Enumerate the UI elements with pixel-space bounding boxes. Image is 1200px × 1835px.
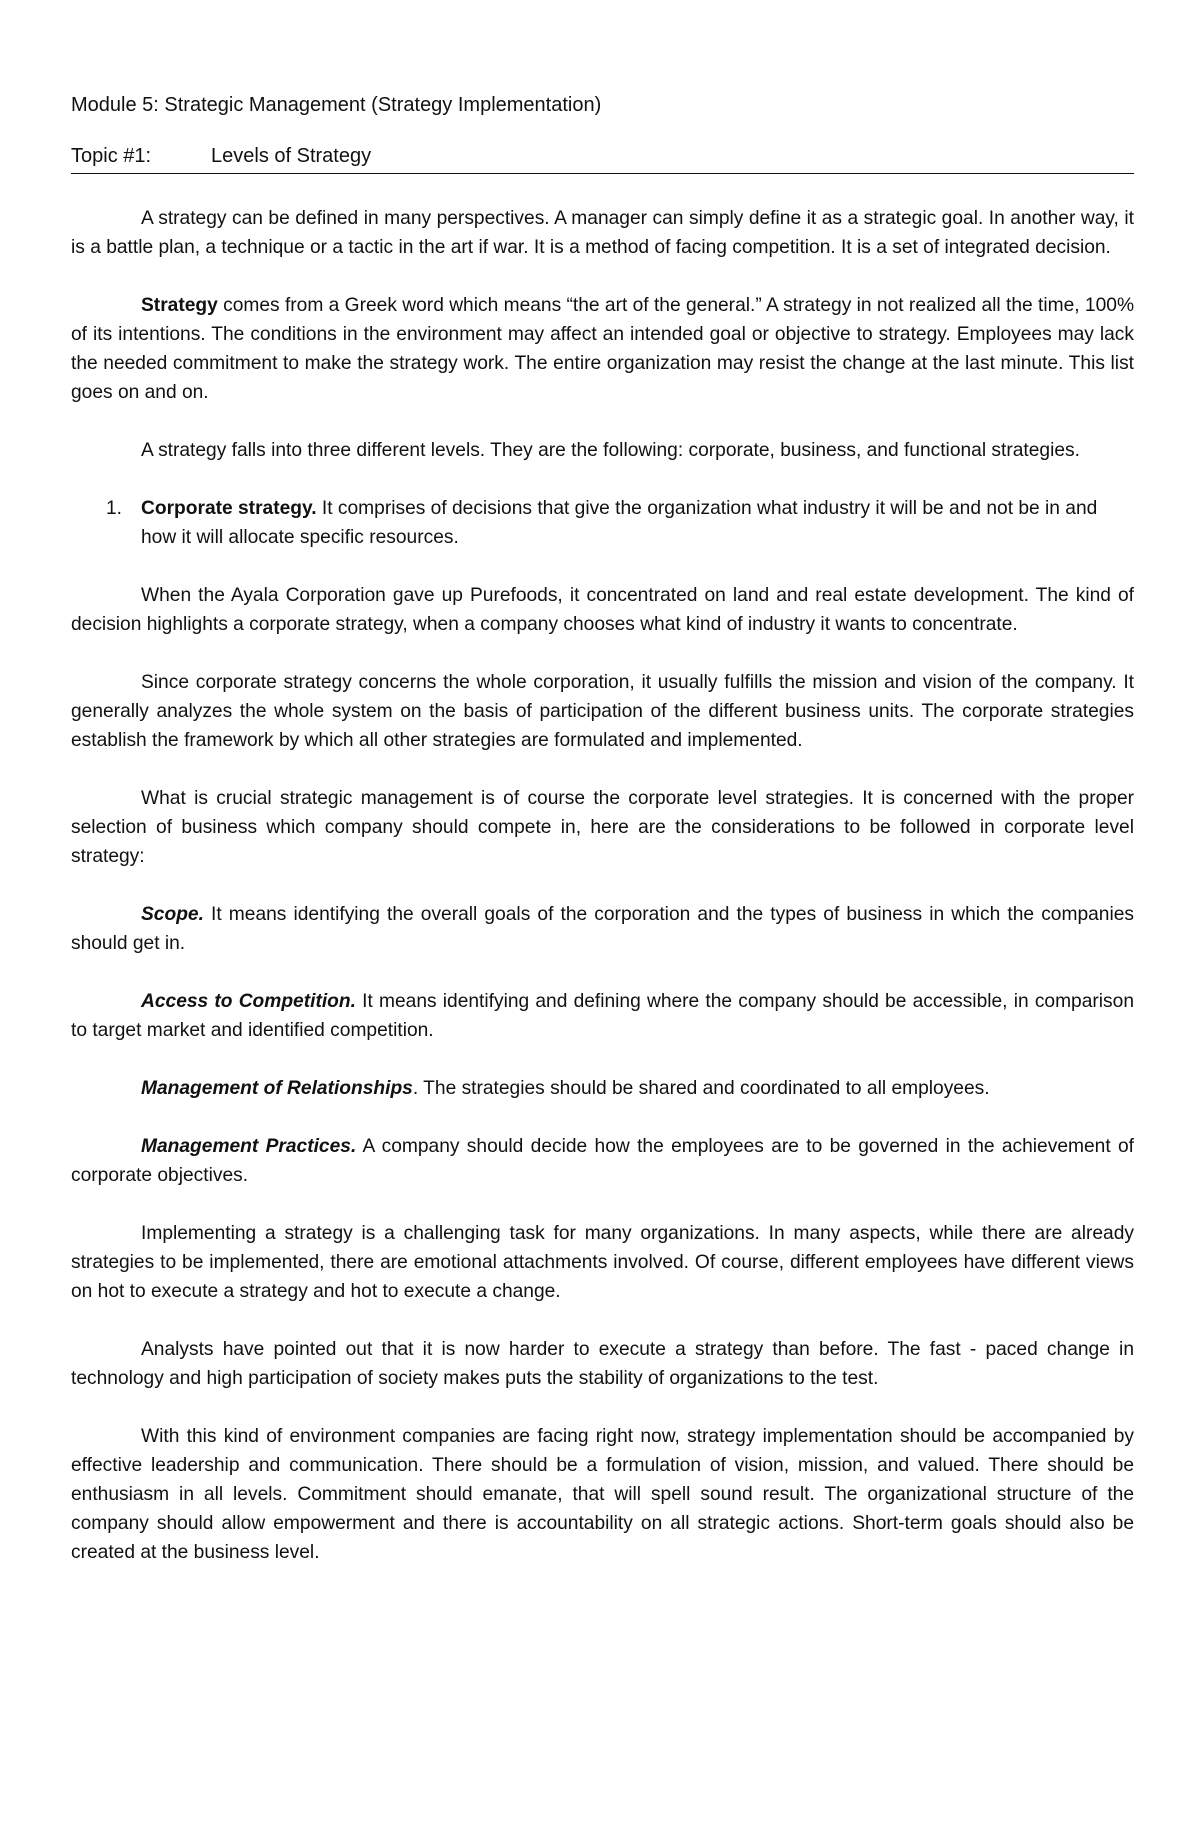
- term-access-to-competition: Access to Competition.: [141, 991, 356, 1012]
- paragraph-management-practices: [71, 1132, 1134, 1190]
- term-strategy: Strategy: [141, 295, 218, 316]
- topic-label: Topic #1:: [71, 145, 152, 167]
- practices-text: A company should decide how the employees are to be governed in the achievement of corporate objectives.: [71, 1136, 1134, 1186]
- topic-heading: [71, 143, 1134, 174]
- paragraph-corporate-considerations: What is crucial strategic management is of course the corporate level strategies. It is concerned with the proper selection of business which company should compete in, here are the considerations to be followed in corporate level strategy:: [71, 788, 1134, 867]
- paragraph-access-to-competition: [71, 987, 1134, 1045]
- list-item-corporate-strategy: [71, 494, 1134, 552]
- term-management-practices: Management Practices.: [141, 1136, 357, 1157]
- term-corporate-strategy: Corporate strategy.: [141, 498, 317, 519]
- paragraph-levels: A strategy falls into three different levels. They are the following: corporate, business, and functional strategies.: [141, 440, 1080, 461]
- paragraph-analysts: Analysts have pointed out that it is now harder to execute a strategy than before. The fast - paced change in technology and high participation of society makes puts the stability of organizations to the test.: [71, 1339, 1134, 1389]
- topic-name: Levels of Strategy: [211, 145, 372, 167]
- paragraph-corporate-scope: Since corporate strategy concerns the whole corporation, it usually fulfills the mission and vision of the company. It generally analyzes the whole system on the basis of participation of the different business units. The corporate strategies establish the framework by which all other strategies are formulated and implemented.: [71, 672, 1134, 751]
- access-text: It means identifying and defining where the company should be accessible, in comparison to target market and identified competition.: [71, 991, 1134, 1041]
- relationships-text: . The strategies should be shared and coordinated to all employees.: [412, 1078, 990, 1099]
- paragraph-implementation-challenge: Implementing a strategy is a challenging task for many organizations. In many aspects, while there are already strategies to be implemented, there are emotional attachments involved. Of course, different employees have different views on hot to execute a strategy and hot to execute a change.: [71, 1223, 1134, 1302]
- paragraph-ayala-example: When the Ayala Corporation gave up Purefoods, it concentrated on land and real estate development. The kind of decision highlights a corporate strategy, when a company chooses what kind of industry it wants to concentrate.: [71, 585, 1134, 635]
- paragraph-leadership: With this kind of environment companies are facing right now, strategy implementation should be accompanied by effective leadership and communication. There should be a formulation of vision, mission, and valued. There should be enthusiasm in all levels. Commitment should emanate, that will spell sound result. The organizational structure of the company should allow empowerment and there is accountability on all strategic actions. Short-term goals should also be created at the business level.: [71, 1426, 1134, 1563]
- paragraph-strategy-origin-text: comes from a Greek word which means “the art of the general.” A strategy in not realized all the time, 100% of its intentions. The conditions in the environment may affect an intended goal or objective to strategy. Employees may lack the needed commitment to make the strategy work. The entire organization may resist the change at the last minute. This list goes on and on.: [71, 295, 1134, 403]
- term-scope: Scope.: [141, 904, 204, 925]
- paragraph-strategy-definition: A strategy can be defined in many perspectives. A manager can simply define it as a strategic goal. In another way, it is a battle plan, a technique or a tactic in the art if war. It is a method of facing competition. It is a set of integrated decision.: [71, 208, 1134, 258]
- list-number: 1.: [106, 498, 123, 519]
- module-title: Module 5: Strategic Management (Strategy Implementation): [71, 94, 602, 116]
- scope-text: It means identifying the overall goals of the corporation and the types of business in which the companies should get in.: [71, 904, 1134, 954]
- paragraph-scope: [71, 900, 1134, 958]
- corporate-strategy-text: It comprises of decisions that give the organization what industry it will be and not be in and how it will allocate specific resources.: [141, 498, 1098, 548]
- paragraph-management-of-relationships: [71, 1074, 1134, 1103]
- term-management-of-relationships: Management of Relationships: [141, 1078, 413, 1099]
- paragraph-strategy-origin: [71, 291, 1134, 407]
